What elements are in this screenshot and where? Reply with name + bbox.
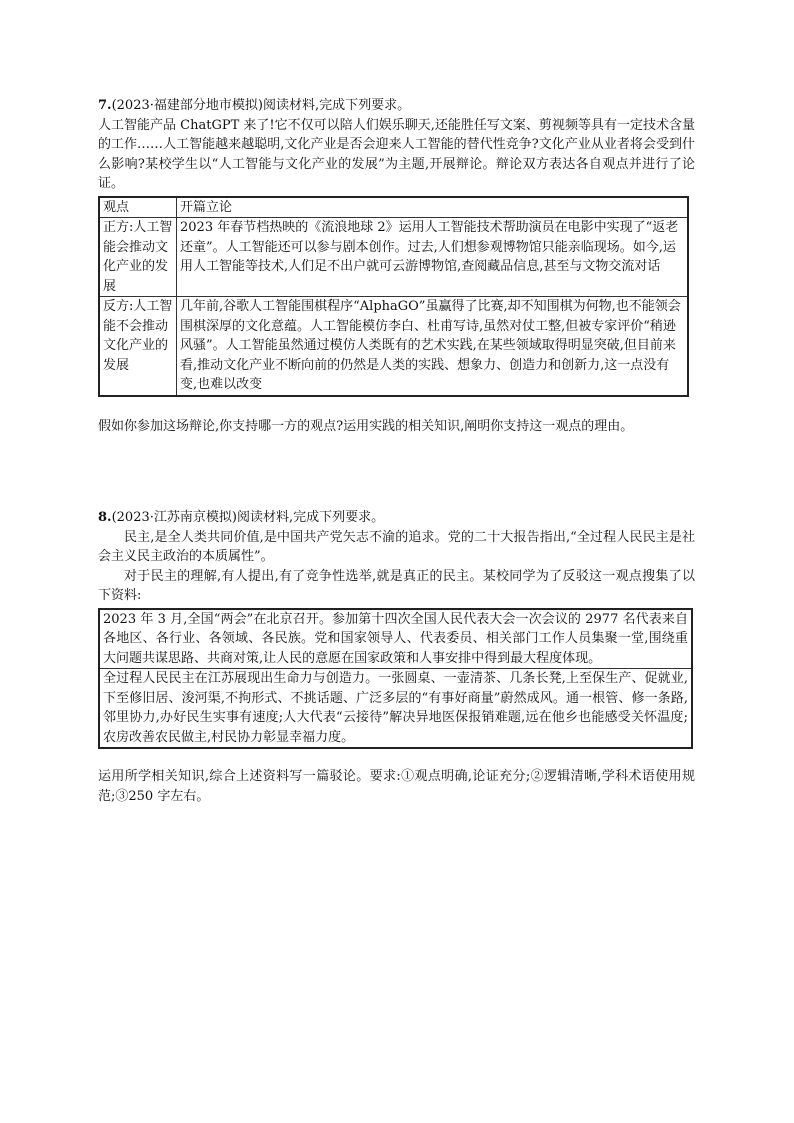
question-7 bbox=[98, 96, 695, 436]
question-instruction: 阅读材料,完成下列要求。 bbox=[236, 510, 385, 525]
material-item-1: 2023 年 3 月,全国“两会”在北京召开。参加第十四次全国人民代表大会一次会议的 2977 名代表来自各地区、各行业、各领域、各民族。党和国家领导人、代表委员、相关部门工作人员集聚一堂,围绕重大问题共谋思路、共商对策,让人民的意愿在国家政策和人事安排中得到最大程度体现。 bbox=[103, 611, 688, 666]
argument-cell-pro: 2023 年春节档热映的《流浪地球 2》运用人工智能技术帮助演员在电影中实现了“返老还童”。人工智能还可以参与剧本创作。过去,人们想参观博物馆只能亲临现场。如今,运用人工智能等技术,人们足不出户就可云游博物馆,查阅藏品信息,甚至与文物交流对话 bbox=[177, 218, 689, 297]
material-text: 人工智能产品 ChatGPT 来了!它不仅可以陪人们娱乐聊天,还能胜任写文案、剪视频等具有一定技术含量的工作……人工智能越来越聪明,文化产业是否会迎来人工智能的替代性竞争?文化产业从业者将会受到什么影响?某校学生以“人工智能与文化产业的发展”为主题,开展辩论。辩论双方表达各自观点并进行了论证。 bbox=[98, 117, 695, 191]
question-7-prompt: 假如你参加这场辩论,你支持哪一方的观点?运用实践的相关知识,阐明你支持这一观点的理由。 bbox=[98, 418, 634, 434]
table-header-argument: 开篇立论 bbox=[177, 197, 689, 218]
table-header-row bbox=[99, 197, 688, 218]
question-7-header bbox=[98, 96, 695, 116]
view-cell-con: 反方:人工智能不会推动文化产业的发展 bbox=[99, 297, 177, 396]
question-8-header bbox=[98, 508, 695, 528]
paragraph-1: 民主,是全人类共同价值,是中国共产党矢志不渝的追求。党的二十大报告指出,“全过程人民民主是社会主义民主政治的本质属性”。 bbox=[98, 529, 695, 564]
question-instruction: 阅读材料,完成下列要求。 bbox=[262, 98, 411, 113]
question-number: 7. bbox=[98, 98, 112, 113]
table-header-view: 观点 bbox=[99, 197, 177, 218]
paragraph-2: 对于民主的理解,有人提出,有了竞争性选举,就是真正的民主。某校同学为了反驳这一观点搜集了以下资料: bbox=[98, 568, 695, 603]
question-8-prompt: 运用所学相关知识,综合上述资料写一篇驳论。要求:①观点明确,论证充分;②逻辑清晰,学科术语使用规范;③250 字左右。 bbox=[98, 769, 695, 804]
question-source: (2023·福建部分地市模拟) bbox=[111, 98, 263, 113]
materials-box bbox=[98, 608, 693, 750]
table-row bbox=[99, 297, 688, 396]
view-cell-pro: 正方:人工智能会推动文化产业的发展 bbox=[99, 218, 177, 297]
question-8 bbox=[98, 508, 695, 806]
argument-cell-con: 几年前,谷歌人工智能围棋程序“AlphaGO”虽赢得了比赛,却不知围棋为何物,也不能领会围棋深厚的文化意蕴。人工智能模仿李白、杜甫写诗,虽然对仗工整,但被专家评价“稍逊风骚”。人工智能虽然通过模仿人类既有的艺术实践,在某些领域取得明显突破,但目前来看,推动文化产业不断向前的仍然是人类的实践、想象力、创造力和创新力,这一点没有变,也难以改变 bbox=[177, 297, 689, 396]
question-number: 8. bbox=[98, 510, 112, 525]
table-row bbox=[99, 218, 688, 297]
material-item-2: 全过程人民民主在江苏展现出生命力与创造力。一张圆桌、一壶清茶、几条长凳,上至保生产、促就业,下至修旧居、浚河渠,不拘形式、不挑话题、广泛多层的“有事好商量”蔚然成风。通一根管、修一条路,邻里协力,办好民生实事有速度;人大代表“云接待”解决异地医保报销难题,远在他乡也能感受关怀温度;农房改善农民做主,村民协力彰显幸福力度。 bbox=[100, 668, 691, 747]
question-source: (2023·江苏南京模拟) bbox=[111, 510, 237, 525]
debate-table bbox=[98, 196, 689, 397]
